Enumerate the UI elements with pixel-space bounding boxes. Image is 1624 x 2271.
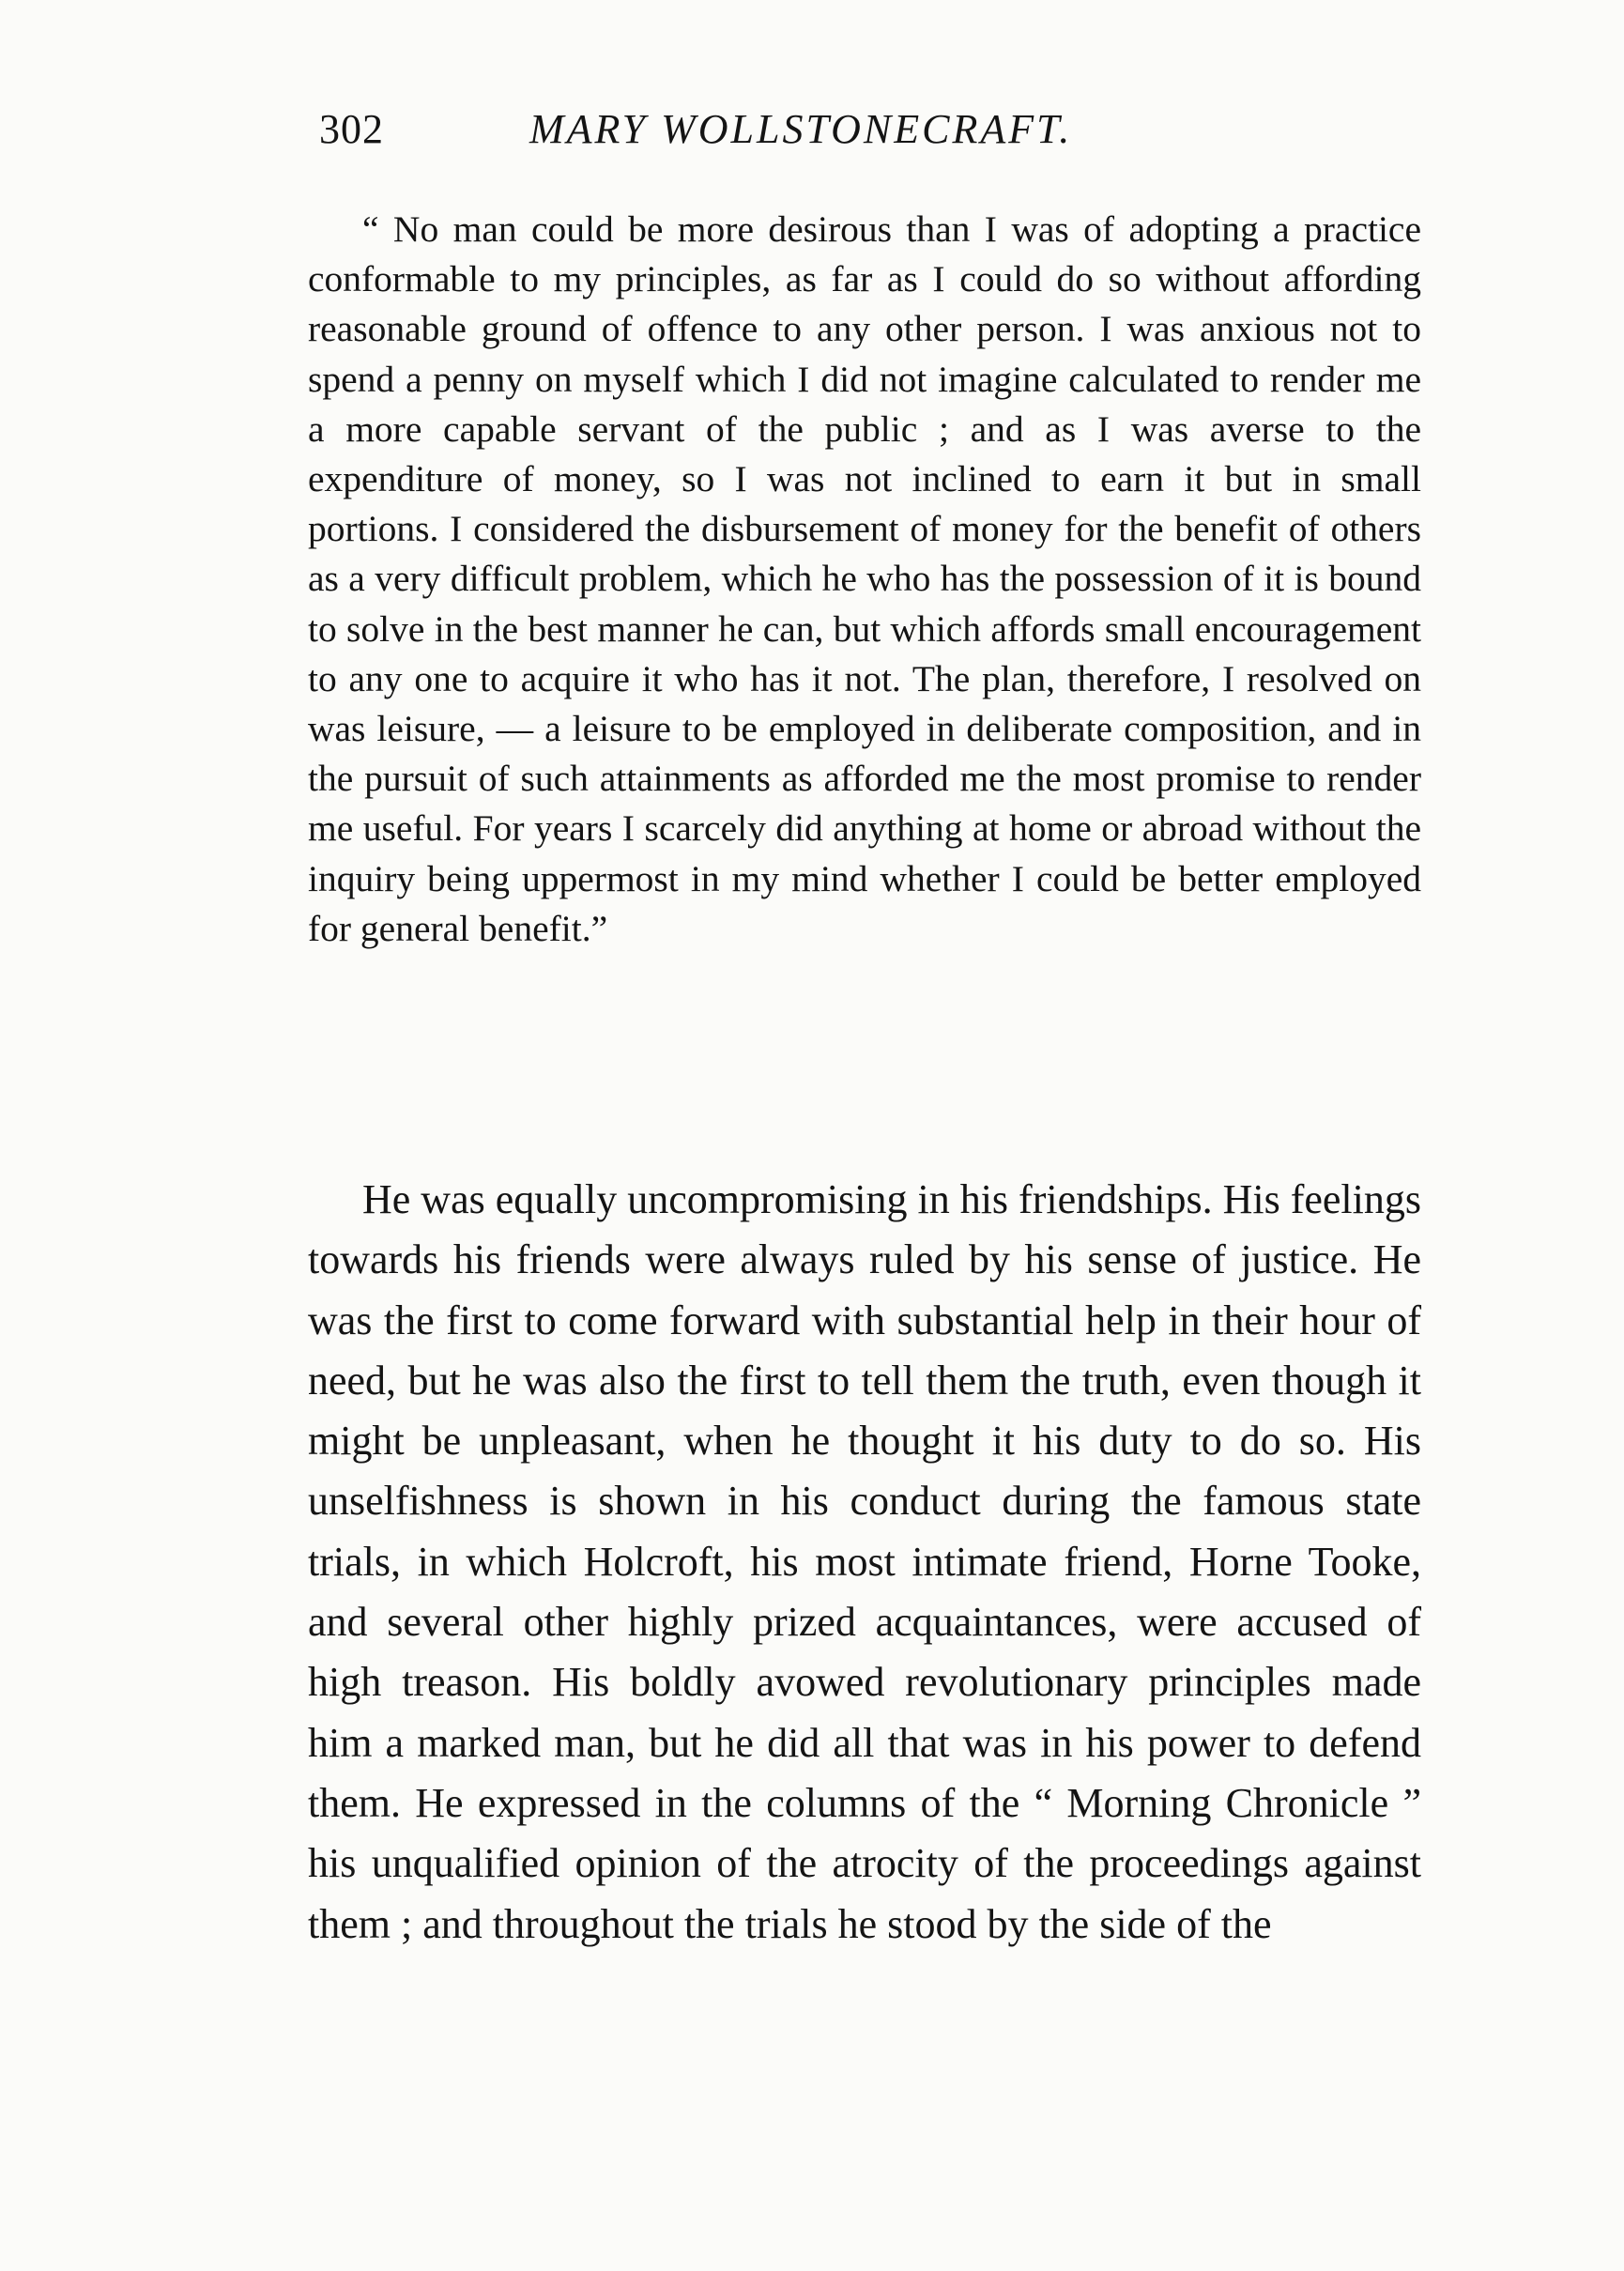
body-paragraph: He was equally uncompromising in his friendships. His feelings towards his friends were always ruled by his sense of justice. He was the first to come forward with substantial help in their hour of need, but he was also the first to tell them the truth, even though it might be unpleasant, when he thought it his duty to do so. His unselfishness is shown in his conduct during the famous state trials, in which Holcroft, his most intimate friend, Horne Tooke, and several other highly prized acquaintances, were accused of high treason. His boldly avowed revolutionary principles made him a marked man, but he did all that was in his power to defend them. He expressed in the columns of the “ Morning Chronicle ” his unqualified opinion of the atrocity of the proceedings against them ; and throughout the trials he stood by the side of the (308, 1176, 1421, 1947)
page-number: 302 (319, 106, 384, 152)
page-header (319, 105, 1239, 171)
running-title: MARY WOLLSTONECRAFT. (529, 106, 1073, 152)
quoted-passage: “ No man could be more desirous than I was of adopting a practice conformable to my principles, as far as I could do so without affording reasonable ground of offence to any other person. I was anxious not to spend a penny on myself which I did not imagine calculated to render me a more capable servant of the public ; and as I was averse to the expenditure of money, so I was not inclined to earn it but in small portions. I considered the disbursement of money for the benefit of others as a very difficult problem, which he who has the possession of it is bound to solve in the best manner he can, but which affords small encouragement to any one to acquire it who has it not. The plan, therefore, I resolved on was leisure, — a leisure to be employed in deliberate composition, and in the pursuit of such attainments as afforded me the most promise to render me useful. For years I scarcely did anything at home or abroad without the inquiry being uppermost in my mind whether I could be better employed for general benefit.” (308, 208, 1421, 949)
